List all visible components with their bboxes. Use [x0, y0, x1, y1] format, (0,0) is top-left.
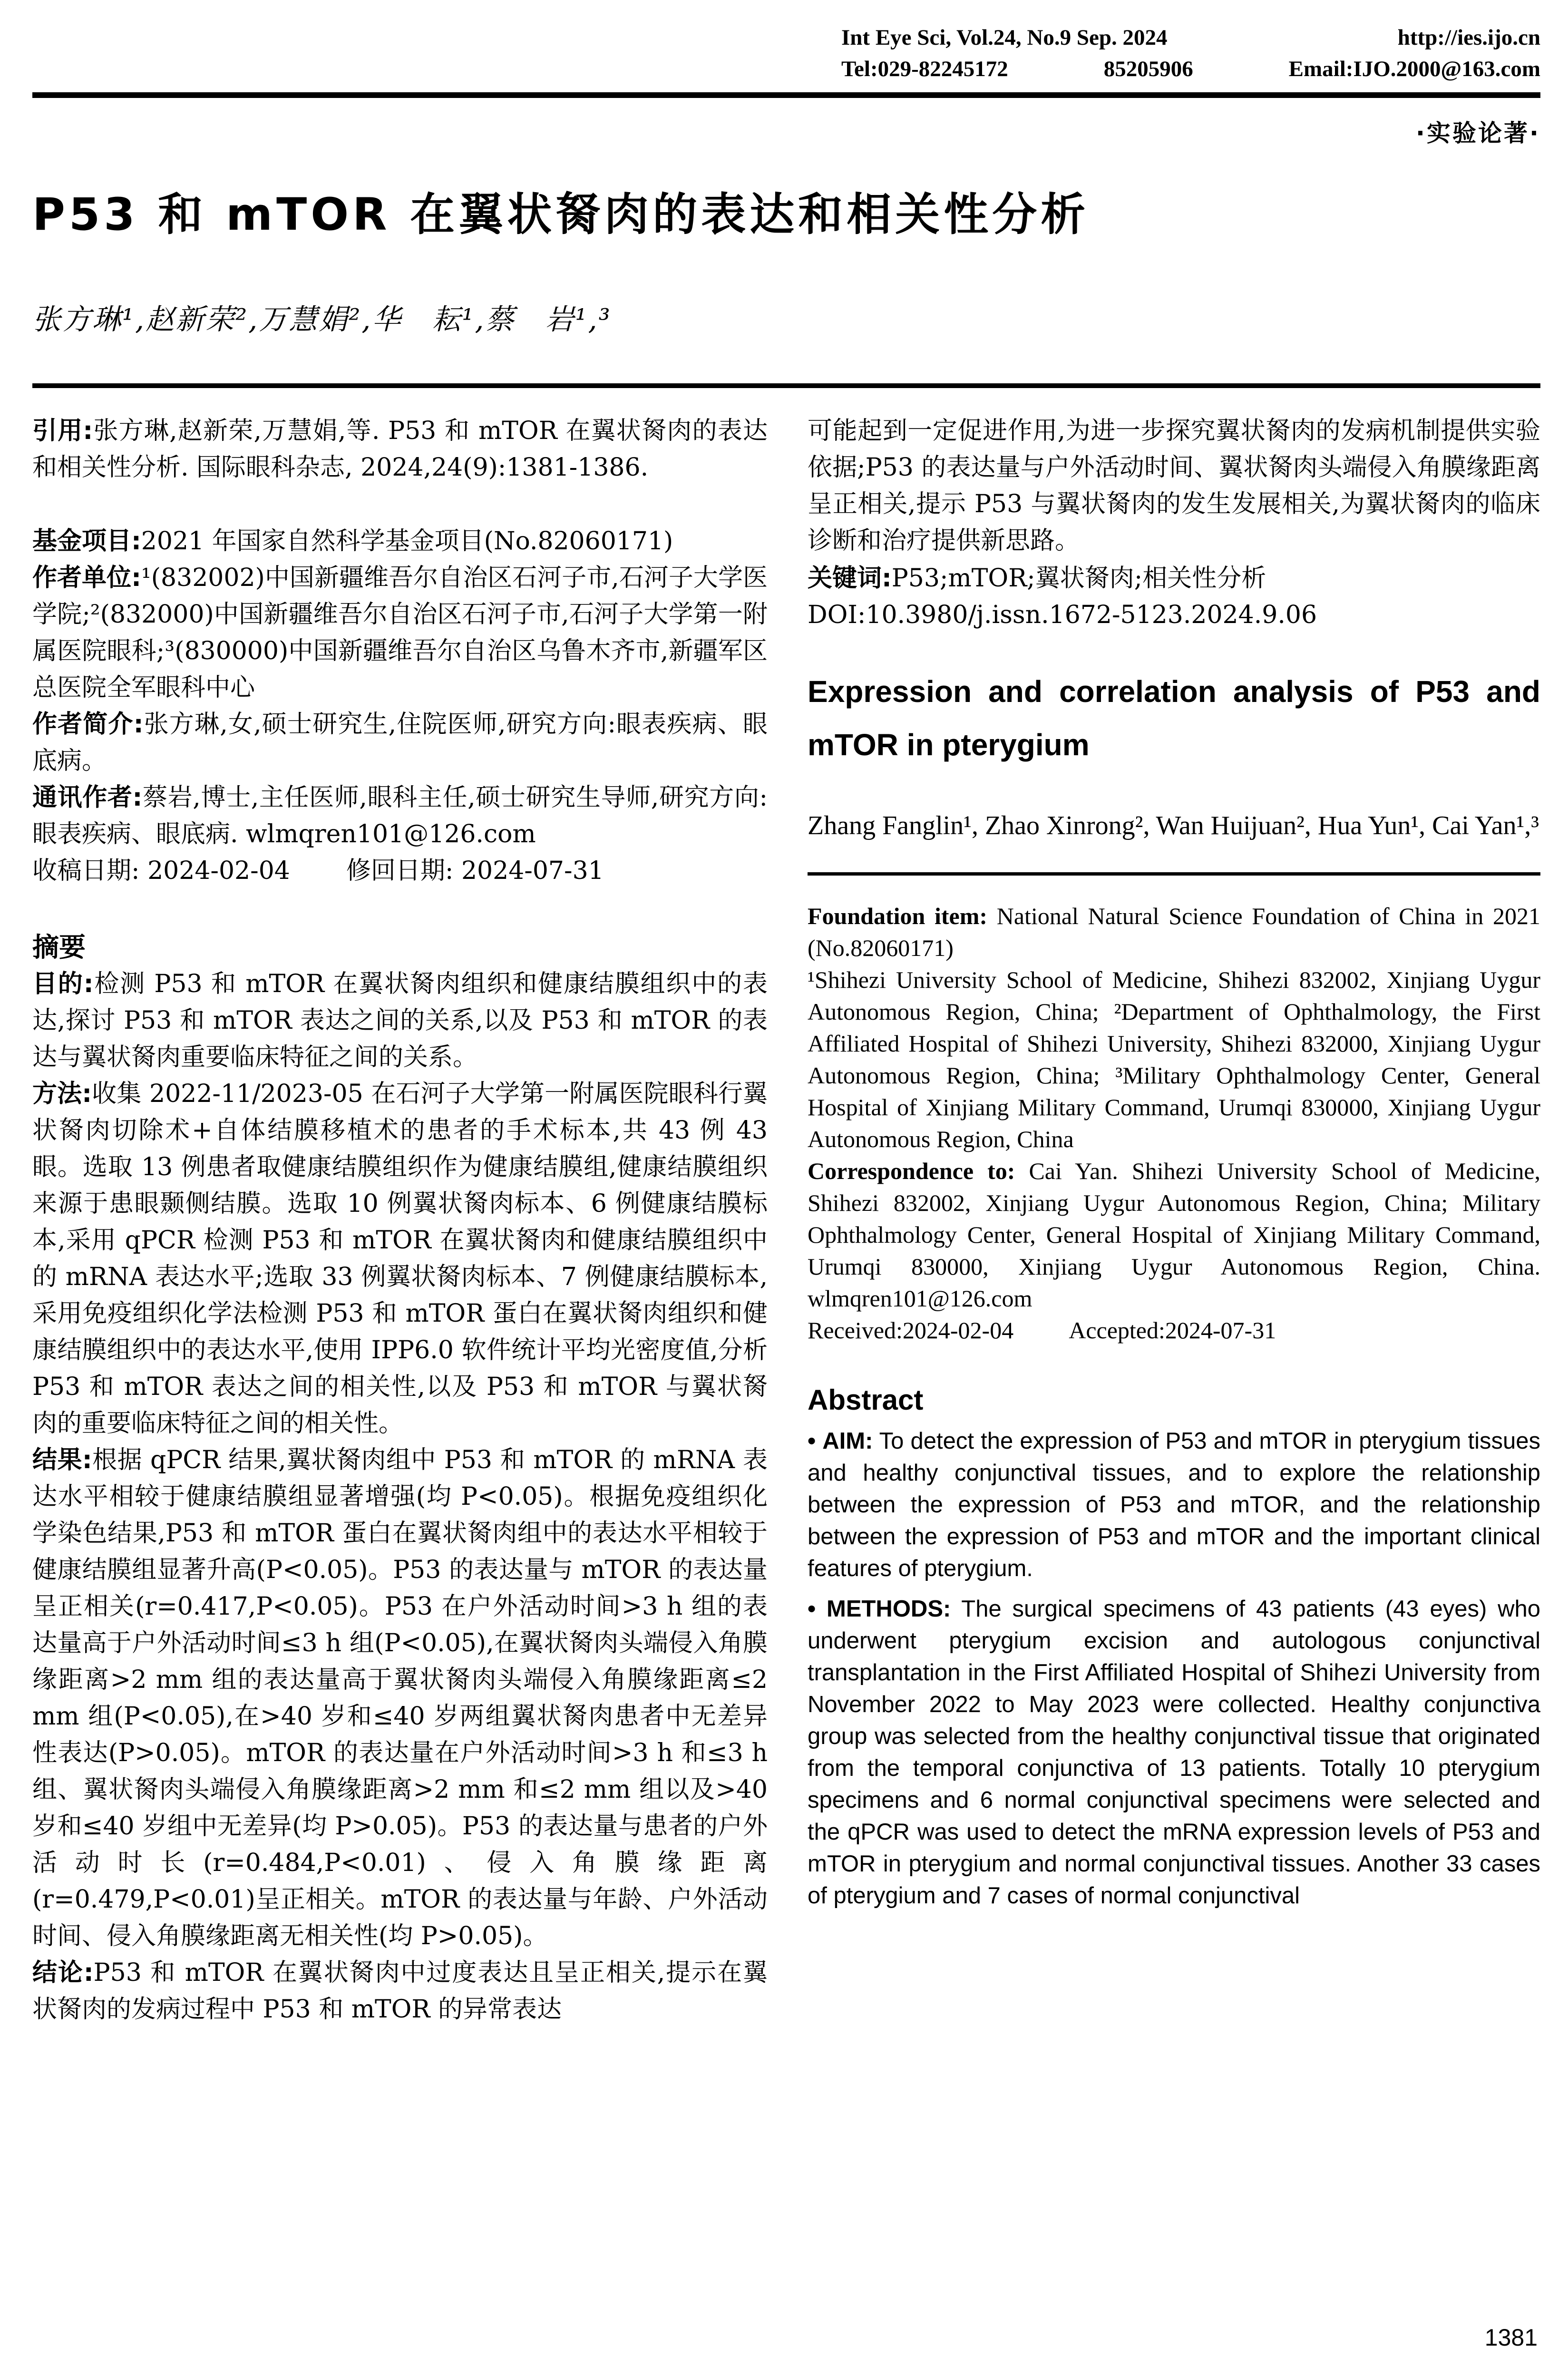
right-column — [808, 413, 1540, 2028]
author-bio-label: 作者简介: — [32, 710, 144, 739]
journal-tel: Tel:029-82245172 — [841, 57, 1008, 81]
journal-header-line1 — [841, 22, 1540, 53]
results-text-zh: 根据 qPCR 结果,翼状胬肉组中 P53 和 mTOR 的 mRNA 表达水平相较于健康结膜组显著增强(均 P<0.05)。根据免疫组织化学染色结果,P53 和 mTOR 蛋白在翼状胬肉组中的表达水平相较于健康结膜组显著升高(P<0.05)。P53 的表达量与 mTOR 的表达量呈正相关(r=0.417,P<0.05)。P53 在户外活动时间>3 h 组的表达量高于户外活动时间≤3 h 组(P<0.05),在翼状胬肉头端侵入角膜缘距离>2 mm 组的表达量高于翼状胬肉头端侵入角膜缘距离≤2 mm 组(P<0.05),在>40 岁和≤40 岁两组翼状胬肉患者中无差异性表达(P>0.05)。mTOR 的表达量在户外活动时间>3 h 和≤3 h 组、翼状胬肉头端侵入角膜缘距离>2 mm 和≤2 mm 组以及>40 岁和≤40 岁组中无差异(均 P>0.05)。P53 的表达量与患者的户外活动时长(r=0.484,P<0.01)、侵入角膜缘距离(r=0.479,P<0.01)呈正相关。mTOR 的表达量与年龄、户外活动时间、侵入角膜缘距离无相关性(均 P>0.05)。 — [32, 1446, 768, 1950]
foundation-text-en: National Natural Science Foundation of China in 2021 (No.82060171) — [808, 903, 1540, 961]
abstract-heading-en: Abstract — [808, 1384, 924, 1416]
methods-label-zh: 方法: — [32, 1080, 92, 1108]
results-label-zh: 结果: — [32, 1446, 92, 1474]
journal-volume-info: Int Eye Sci, Vol.24, No.9 Sep. 2024 — [841, 25, 1168, 50]
revised-date-zh: 2024-07-31 — [461, 857, 604, 885]
journal-tel-2: 85205906 — [1103, 57, 1193, 81]
methods-label-en: METHODS: — [827, 1596, 951, 1622]
bullet-icon: • — [808, 1428, 816, 1454]
methods-text-zh: 收集 2022-11/2023-05 在石河子大学第一附属医院眼科行翼状胬肉切除术+自体结膜移植术的患者的手术标本,共 43 例 43 眼。选取 13 例患者取健康结膜组织作为健康结膜组,健康结膜组织来源于患眼颞侧结膜。选取 10 例翼状胬肉标本、6 例健康结膜标本,采用 qPCR 检测 P53 和 mTOR 在翼状胬肉和健康结膜组织中的 mRNA 表达水平;选取 33 例翼状胬肉标本、7 例健康结膜标本,采用免疫组织化学法检测 P53 和 mTOR 蛋白在翼状胬肉组织和健康结膜组织中的表达水平,使用 IPP6.0 软件统计平均光密度值,分析 P53 和 mTOR 表达之间的相关性,以及 P53 和 mTOR 与翼状胬肉的重要临床特征之间的相关性。 — [32, 1080, 768, 1438]
affiliations-en: ¹Shihezi University School of Medicine, Shihezi 832002, Xinjiang Uygur Autonomous Region, China; ²Department of Ophthalmology, the First Affiliated Hospital of Shihezi University, Shihezi 832000, Xinjiang Uygur Autonomous Region, China; ³Military Ophthalmology Center, General Hospital of Xinjiang Military Command, Urumqi 830000, Xinjiang Uygur Autonomous Region, China — [808, 966, 1540, 1152]
correspondence-text-en: Cai Yan. Shihezi University School of Medicine, Shihezi 832002, Xinjiang Uygur Autonomous Region, China; Military Ophthalmology Center, General Hospital of Xinjiang Military Command, Urumqi 830000, Xinjiang Uygur Autonomous Region, China. wlmqren101@126.com — [808, 1158, 1541, 1312]
abstract-results-zh — [32, 1442, 768, 1955]
correspondence-en — [808, 1155, 1540, 1315]
received-label-en: Received: — [808, 1317, 903, 1344]
citation-label: 引用: — [32, 417, 93, 445]
affiliation-text-zh: ¹(832002)中国新疆维吾尔自治区石河子市,石河子大学医学院;²(832000)中国新疆维吾尔自治区石河子市,石河子大学第一附属医院眼科;³(830000)中国新疆维吾尔自治区乌鲁木齐市,新疆军区总医院全军眼科中心 — [32, 564, 768, 702]
conclusion-label-zh: 结论: — [32, 1958, 94, 1987]
aim-label-en: AIM: — [822, 1428, 873, 1454]
foundation-item-en — [808, 900, 1540, 964]
citation-note — [32, 413, 768, 486]
corresponding-label-zh: 通讯作者: — [32, 783, 143, 812]
aim-label-zh: 目的: — [32, 970, 94, 998]
foundation-label-en: Foundation item: — [808, 903, 988, 929]
journal-header-line2 — [841, 53, 1540, 85]
doi-line: DOI:10.3980/j.issn.1672-5123.2024.9.06 — [808, 601, 1317, 629]
aim-text-zh: 检测 P53 和 mTOR 在翼状胬肉组织和健康结膜组织中的表达,探讨 P53 和 mTOR 表达之间的关系,以及 P53 和 mTOR 的表达与翼状胬肉重要临床特征之间的关系。 — [32, 970, 768, 1072]
correspondence-label-en: Correspondence to: — [808, 1158, 1015, 1184]
methods-text-en: The surgical specimens of 43 patients (43 eyes) who underwent pterygium excision and autologous conjunctival transplantation in the First Affiliated Hospital of Shihezi University from November 2022 to May 2023 were collected. Healthy conjunctiva group was selected from the healthy conjunctival tissue that originated from the temporal conjunctiva of 13 patients. Totally 10 pterygium specimens and 6 normal conjunctival specimens were selected and the qPCR was used to detect the mRNA expression levels of P53 and mTOR in pterygium and normal conjunctival tissues. Another 33 cases of pterygium and 7 cases of normal conjunctival — [808, 1596, 1540, 1909]
received-date-zh: 2024-02-04 — [147, 857, 290, 885]
corresponding-text-zh: 蔡岩,博士,主任医师,眼科主任,硕士研究生导师,研究方向:眼表疾病、眼底病. wlmqren101@126.com — [32, 783, 768, 848]
aim-text-en: To detect the expression of P53 and mTOR in pterygium tissues and healthy conjunctival tissues, and to explore the relationship between the expression of P53 and mTOR, and the relationship between the expression of P53 and mTOR and the important clinical features of pterygium. — [808, 1428, 1540, 1581]
journal-header — [841, 22, 1540, 85]
journal-email: Email:IJO.2000@163.com — [1288, 57, 1540, 81]
foundation-label-zh: 基金项目: — [32, 527, 141, 555]
keywords-zh — [808, 560, 1540, 597]
abstract-conclusion-zh — [32, 1955, 768, 2028]
received-date-en: 2024-02-04 — [902, 1317, 1014, 1344]
article-category: ·实验论著· — [1416, 119, 1540, 147]
abstract-methods-en — [808, 1593, 1540, 1912]
left-column — [32, 413, 768, 2028]
header-rule — [32, 92, 1540, 98]
author-bio-zh — [32, 706, 768, 779]
journal-website: http://ies.ijo.cn — [1397, 25, 1540, 50]
two-column-body — [32, 413, 1540, 2028]
keywords-label-zh: 关键词: — [808, 564, 892, 593]
paper-title-zh: P53 和 mTOR 在翼状胬肉的表达和相关性分析 — [32, 189, 1090, 241]
abstract-methods-zh — [32, 1076, 768, 1442]
foundation-item-zh — [32, 523, 768, 560]
accepted-date-en: 2024-07-31 — [1165, 1317, 1276, 1344]
accepted-label-en: Accepted: — [1069, 1317, 1165, 1344]
page-number: 1381 — [1484, 2324, 1538, 2351]
authors-zh: 张方琳¹,赵新荣²,万慧娟²,华 耘¹,蔡 岩¹,³ — [32, 303, 612, 336]
abstract-aim-zh — [32, 966, 768, 1076]
dates-en — [808, 1315, 1540, 1346]
conclusion-continuation-zh: 可能起到一定促进作用,为进一步探究翼状胬肉的发病机制提供实验依据;P53 的表达量与户外活动时间、翼状胬肉头端侵入角膜缘距离呈正相关,提示 P53 与翼状胬肉的发生发展相关,为翼状胬肉的临床诊断和治疗提供新思路。 — [808, 417, 1540, 555]
dates-zh — [32, 853, 768, 889]
affiliation-zh — [32, 560, 768, 706]
title-rule — [32, 383, 1540, 388]
revised-label-zh: 修回日期: — [346, 857, 454, 885]
received-label-zh: 收稿日期: — [32, 857, 140, 885]
bullet-icon: • — [808, 1596, 816, 1622]
abstract-heading-zh: 摘要 — [32, 932, 86, 963]
abstract-aim-en — [808, 1425, 1540, 1585]
affiliation-label-zh: 作者单位: — [32, 564, 141, 592]
author-bio-text: 张方琳,女,硕士研究生,住院医师,研究方向:眼表疾病、眼底病。 — [32, 710, 768, 775]
foundation-text-zh: 2021 年国家自然科学基金项目(No.82060171) — [141, 527, 673, 555]
authors-en: Zhang Fanglin¹, Zhao Xinrong², Wan Huijuan², Hua Yun¹, Cai Yan¹,³ — [808, 811, 1539, 840]
authors-rule — [808, 872, 1540, 876]
citation-text: 张方琳,赵新荣,万慧娟,等. P53 和 mTOR 在翼状胬肉的表达和相关性分析. 国际眼科杂志, 2024,24(9):1381-1386. — [32, 417, 768, 482]
corresponding-author-zh — [32, 779, 768, 853]
keywords-text-zh: P53;mTOR;翼状胬肉;相关性分析 — [891, 564, 1266, 593]
paper-title-en: Expression and correlation analysis of P53 and mTOR in pterygium — [808, 674, 1540, 762]
conclusion-text-zh: P53 和 mTOR 在翼状胬肉中过度表达且呈正相关,提示在翼状胬肉的发病过程中 P53 和 mTOR 的异常表达 — [32, 1958, 768, 2024]
